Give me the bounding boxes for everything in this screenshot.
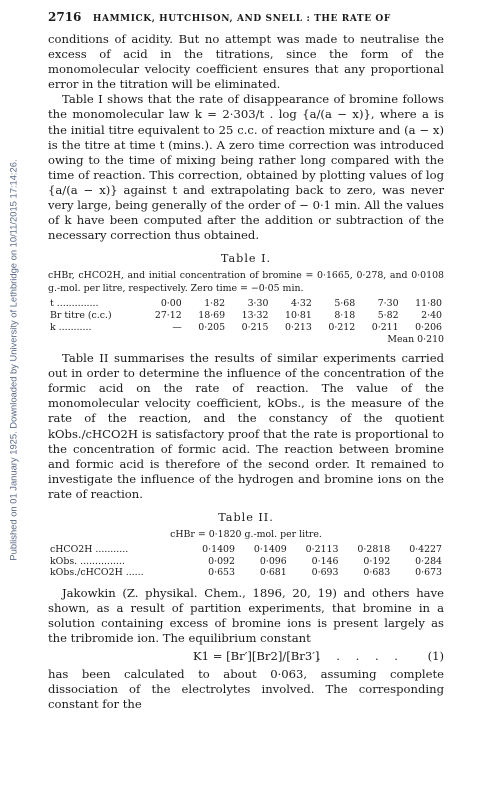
table-cell: 7·30 (377, 298, 399, 310)
table-cell: 0·681 (259, 567, 287, 579)
download-watermark (6, 70, 20, 650)
equation-text: K1 = [Br′][Br2]/[Br3′] (193, 649, 320, 664)
table-cell: 0·096 (259, 555, 287, 567)
table-cell: 0·211 (371, 321, 399, 333)
table-cell: 0·00 (160, 298, 182, 310)
table-cell: — (172, 321, 182, 333)
download-notice: Published on 01 January 1925. Downloaded by University of Lethbridge on 10/11/2015 17:14:26. (7, 159, 19, 561)
table1-mean: Mean 0·210 (387, 334, 444, 346)
table-cell: 0·215 (241, 321, 269, 333)
table-cell: 0·673 (415, 567, 442, 579)
table-cell: 0·192 (363, 555, 391, 567)
table-cell: 0·284 (415, 555, 442, 567)
table-cell: 1·82 (204, 298, 226, 310)
row-label: kObs./cHCO2H ...... (50, 567, 144, 579)
table-cell: 0·653 (208, 567, 235, 579)
table-cell: 0·2818 (357, 544, 391, 556)
table-cell: 13·32 (241, 309, 269, 321)
table-cell: 0·092 (208, 555, 235, 567)
table-cell: 5·68 (334, 298, 356, 310)
table-cell: 0·212 (328, 321, 356, 333)
table-2 (48, 544, 444, 579)
table-cell: 0·206 (415, 321, 442, 333)
paragraph-1: conditions of acidity. But no attempt was made to neutralise the excess of acid in the titrations, since the form of the monomolecular velocity coefficient ensures that any proportional error in the titration will be eliminated. (48, 32, 444, 92)
table-cell: 27·12 (154, 309, 182, 321)
paragraph-3: Table II summarises the results of similar experiments carried out in order to determine the influence of the concentration of the formic acid on the rate of reaction. The value of the monomolecular velocity coefficient, kObs., is the measure of the rate of the reaction, and the constancy of the quotient kObs./cHCO2H is satisfactory proof that the rate is proportional to the concentration of formic acid. The reaction between bromine and formic acid is therefore of the second order. It remained to investigate the influence of the hydrogen and bromine ions on the rate of reaction. (48, 351, 444, 501)
table-cell: 0·2113 (305, 544, 339, 556)
table-cell: 0·213 (285, 321, 312, 333)
row-label: k ........... (50, 321, 92, 333)
table-cell: 0·1409 (253, 544, 287, 556)
table1-caption: Table I. (220, 252, 272, 266)
row-label: kObs. ............... (50, 555, 125, 567)
table-cell: 0·146 (311, 555, 339, 567)
table-cell: 11·80 (415, 298, 442, 310)
table-cell: 5·82 (377, 309, 399, 321)
table-cell: 0·683 (363, 567, 391, 579)
table2-caption: Table II. (218, 511, 274, 525)
table-cell: 18·69 (198, 309, 226, 321)
equation-number: (1) (427, 649, 444, 664)
running-title: HAMMICK, HUTCHISON, AND SNELL : THE RATE OF (92, 14, 391, 24)
table-row (48, 544, 444, 556)
table-row (48, 567, 444, 579)
table1-note: cHBr, cHCO2H, and initial concentration of bromine = 0·1665, 0·278, and 0·0108 g.-mol. per litre, respectively. Zero time = −0·05 min. (48, 270, 444, 294)
table-cell: 0·693 (311, 567, 339, 579)
equation-leader: . . . . . (316, 649, 404, 664)
table-row (48, 298, 444, 310)
row-label: cHCO2H ........... (50, 544, 129, 556)
table-cell: 0·205 (198, 321, 226, 333)
table-cell: 0·1409 (202, 544, 235, 556)
paragraph-2: Table I shows that the rate of disappearance of bromine follows the monomolecular law k = 2·303/t . log {a/(a − x)}, where a is the initial titre equivalent to 25 c.c. of reaction mixture and (a − x) is the titre at time t (mins.). A zero time correction was introduced owing to the time of mixing being rather long compared with the time of reaction. This correction, obtained by plotting values of log {a/(a − x)} against t and extrapolating back to zero, was never very large, being generally of the order of − 0·1 min. All the values of k have been computed after the addition or subtraction of the necessary correction thus obtained. (48, 92, 444, 243)
equation-1 (48, 649, 444, 664)
table-cell: 2·40 (421, 309, 442, 321)
row-label: t .............. (50, 298, 99, 310)
paragraph-4: Jakowkin (Z. physikal. Chem., 1896, 20, 19) and others have shown, as a result of partition experiments, that bromine in a solution containing excess of bromine ions is present largely as the tribromide ion. The equilibrium constant (48, 585, 444, 646)
table-row (48, 310, 444, 322)
row-label: Br titre (c.c.) (50, 309, 112, 321)
paragraph-5: has been calculated to about 0·063, assuming complete dissociation of the electrolytes involved. The corresponding constant for the (48, 667, 444, 712)
table-cell: 10·81 (285, 309, 312, 321)
table-cell: 0·4227 (409, 544, 442, 556)
page-number: 2716 (48, 10, 82, 24)
table-row (48, 322, 444, 334)
table-cell: 4·32 (290, 298, 312, 310)
table-row (48, 556, 444, 568)
running-header (48, 10, 444, 28)
table-1 (48, 298, 444, 333)
table2-concentration: cHBr = 0·1820 g.-mol. per litre. (170, 529, 322, 541)
table-cell: 8·18 (334, 309, 356, 321)
page-body (48, 10, 444, 712)
table-cell: 3·30 (247, 298, 269, 310)
